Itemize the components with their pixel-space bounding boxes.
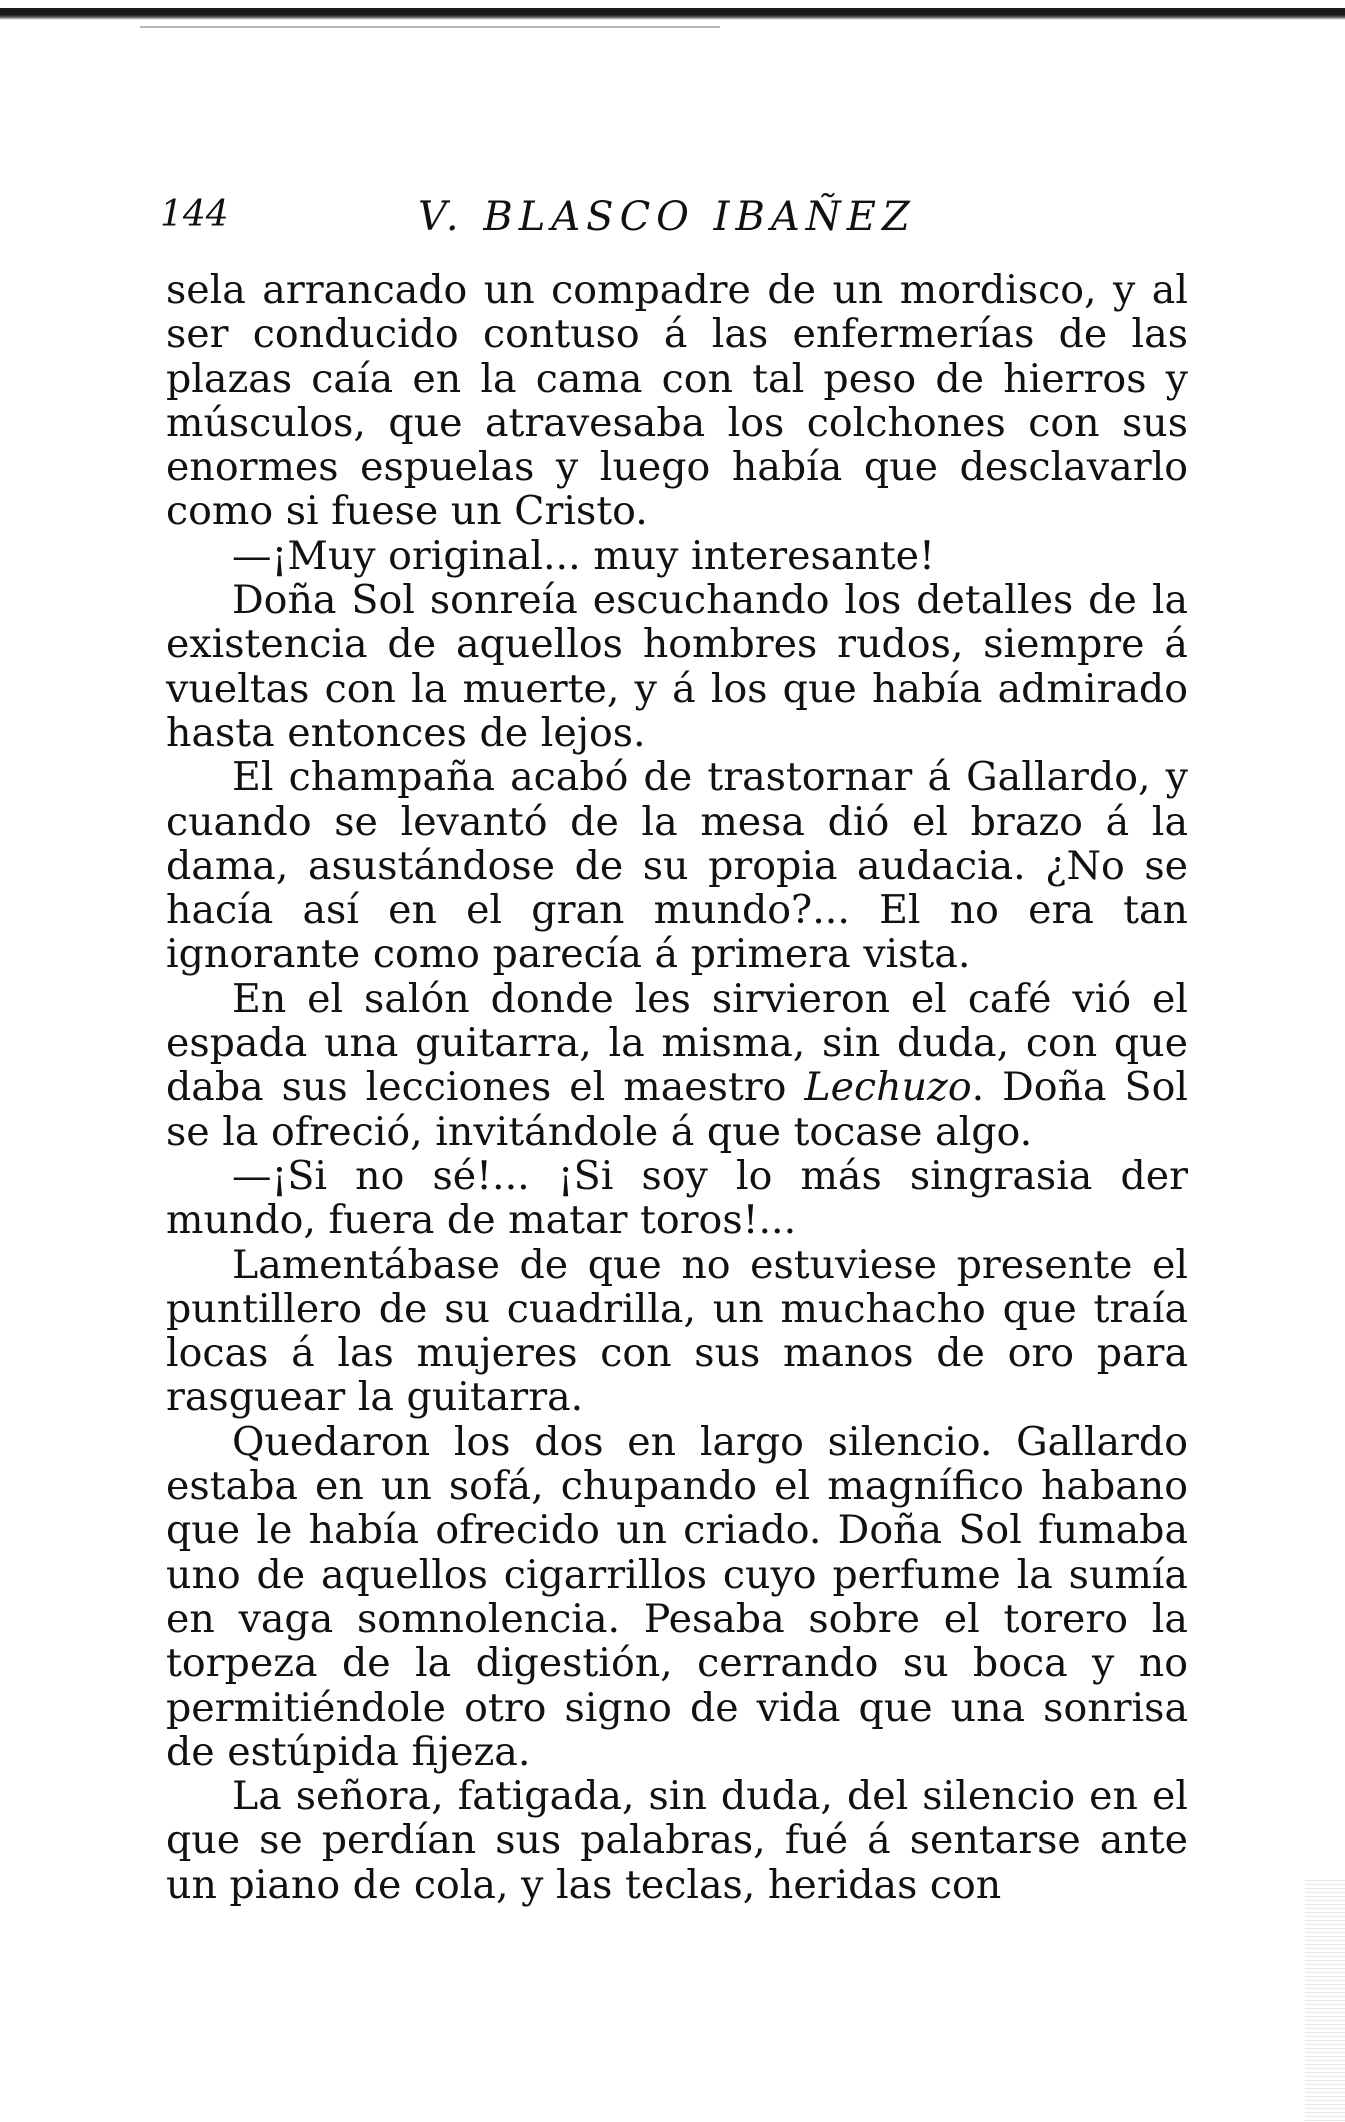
paragraph: La señora, fatigada, sin duda, del silencio en el que se perdían sus palabras, fué á sentarse ante un piano de cola, y las teclas, heridas con <box>166 1773 1188 1908</box>
paragraph <box>166 977 1188 1154</box>
emphasized-name: Lechuzo <box>804 1064 972 1111</box>
paragraph: Lamentábase de que no estuviese presente el puntillero de su cuadrilla, un muchacho que traía locas á las mujeres con sus manos de oro para rasguear la guitarra. <box>166 1241 1188 1421</box>
paragraph-text: En el salón donde les sirvieron el café vió el espada una guitarra, la misma, sin duda, con que daba sus lecciones el maestro <box>166 975 1188 1111</box>
paragraph: Doña Sol sonreía escuchando los detalles de la existencia de aquellos hombres rudos, siempre á vueltas con la muerte, y á los que había admirado hasta entonces de lejos. <box>166 577 1188 756</box>
top-edge-rule-thin <box>140 26 720 28</box>
page-number: 144 <box>160 194 229 235</box>
scan-edge-noise <box>1305 1880 1345 2122</box>
paragraph-text: . Doña Sol se la ofreció, invitándole á que tocase algo. <box>166 1064 1188 1155</box>
paragraph: Quedaron los dos en largo silencio. Gallardo estaba en un sofá, chupando el magnífico habano que le había ofrecido un criado. Doña Sol fumaba uno de aquellos cigarrillos cuyo perfume la sumía en vaga somnolencia. Pesaba sobre el torero la torpeza de la digestión, cerrando su boca y no permitiéndole otro signo de vida que una sonrisa de estúpida fijeza. <box>166 1418 1188 1775</box>
top-edge-rule <box>0 8 1345 20</box>
body-text <box>166 268 1188 1907</box>
paragraph: sela arrancado un compadre de un mordisco, y al ser conducido contuso á las enfermerías de las plazas caía en la cama con tal peso de hierros y músculos, que atravesaba los colchones con sus enormes espuelas y luego había que desclavarlo como si fuese un Cristo. <box>166 267 1188 535</box>
page-header <box>160 188 1200 248</box>
running-head: V. BLASCO IBAÑEZ <box>418 194 916 240</box>
paragraph: —¡Si no sé!... ¡Si soy lo más singrasia der mundo, fuera de matar toros!... <box>166 1152 1188 1244</box>
paragraph: —¡Muy original... muy interesante! <box>232 532 935 579</box>
paragraph: El champaña acabó de trastornar á Gallardo, y cuando se levantó de la mesa dió el brazo á la dama, asustándose de su propia audacia. ¿No se hacía así en el gran mundo?... El no era tan ignorante como parecía á primera vista. <box>166 754 1188 978</box>
